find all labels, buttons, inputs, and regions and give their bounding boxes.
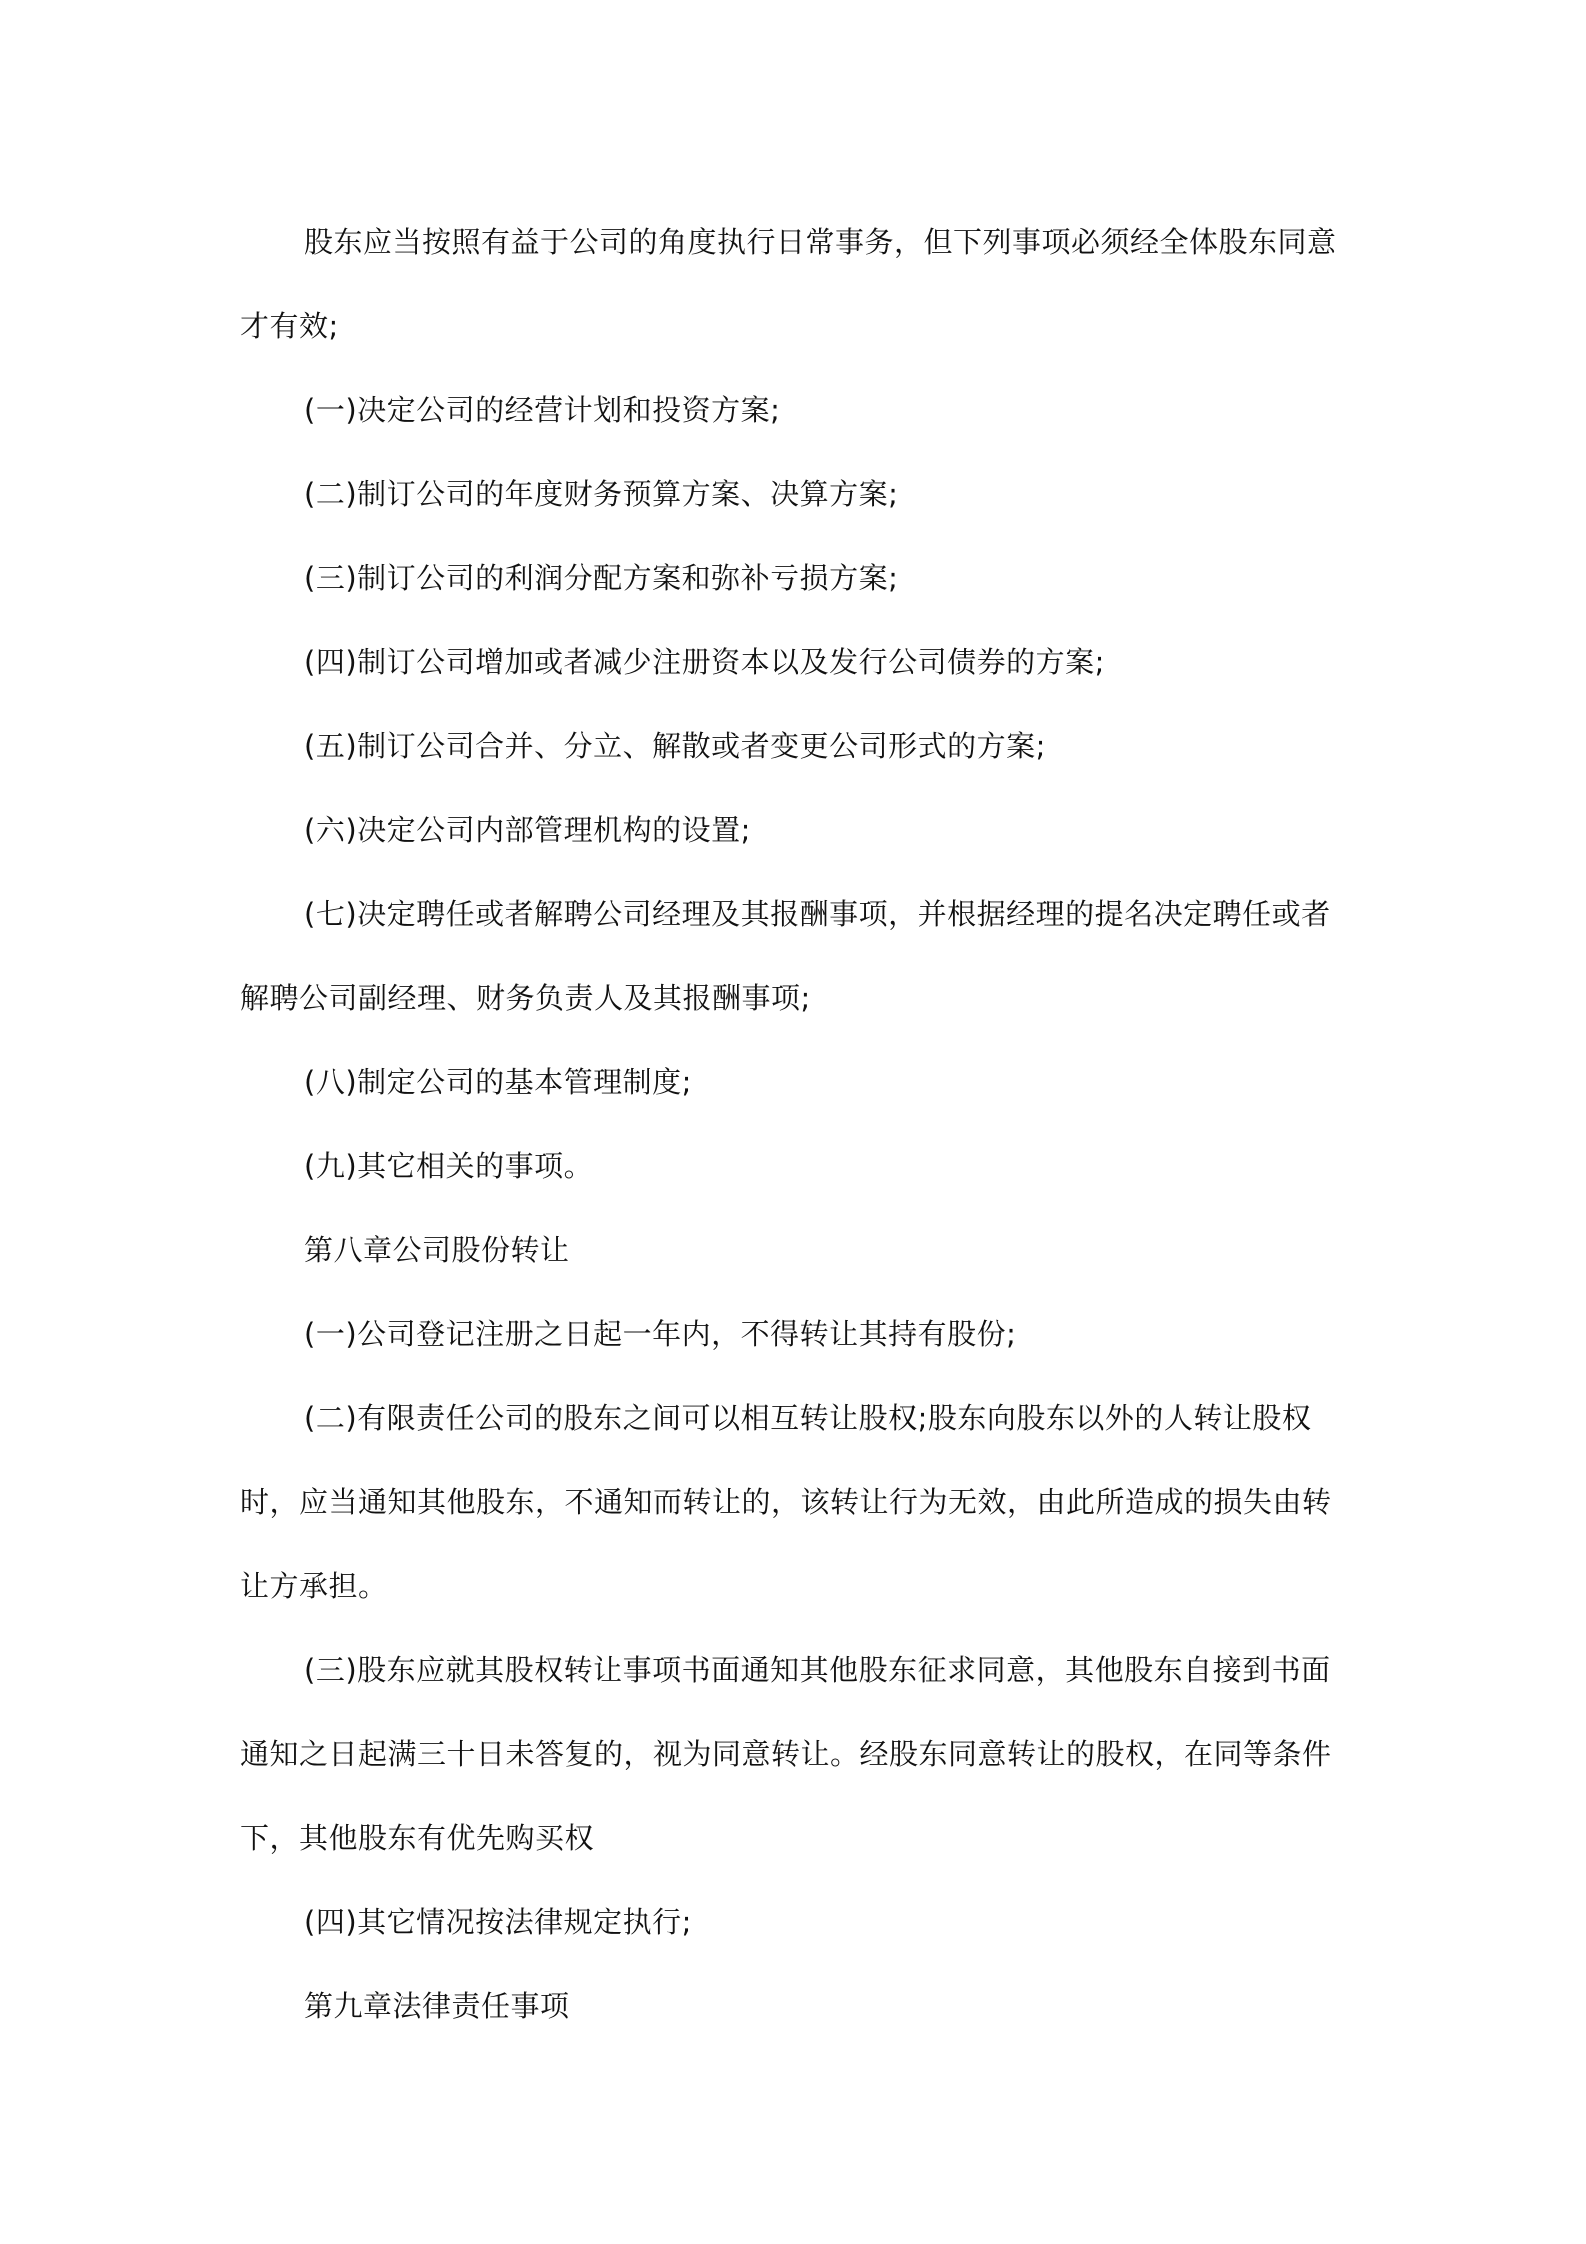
paragraph-item-8: (八)制定公司的基本管理制度;: [304, 1065, 692, 1099]
chapter-heading-8: 第八章公司股份转让: [304, 1233, 570, 1267]
paragraph-item-5: (五)制订公司合并、分立、解散或者变更公司形式的方案;: [304, 729, 1046, 763]
paragraph-transfer-1: (一)公司登记注册之日起一年内，不得转让其持有股份;: [304, 1317, 1017, 1351]
paragraph-item-6: (六)决定公司内部管理机构的设置;: [304, 813, 751, 847]
paragraph-transfer-4: (四)其它情况按法律规定执行;: [304, 1905, 692, 1939]
paragraph-transfer-2: (二)有限责任公司的股东之间可以相互转让股权;股东向股东以外的人转让股权时，应当通知其他股东，不通知而转让的，该转让行为无效，由此所造成的损失由转让方承担。: [240, 1401, 1332, 1603]
paragraph-item-2: (二)制订公司的年度财务预算方案、决算方案;: [304, 477, 899, 511]
document-body: [240, 200, 1350, 2048]
paragraph-item-3: (三)制订公司的利润分配方案和弥补亏损方案;: [304, 561, 899, 595]
paragraph-item-1: (一)决定公司的经营计划和投资方案;: [304, 393, 781, 427]
paragraph-intro: 股东应当按照有益于公司的角度执行日常事务，但下列事项必须经全体股东同意才有效;: [240, 225, 1337, 343]
chapter-heading-9: 第九章法律责任事项: [304, 1989, 570, 2023]
paragraph-item-7: (七)决定聘任或者解聘公司经理及其报酬事项，并根据经理的提名决定聘任或者解聘公司副经理、财务负责人及其报酬事项;: [240, 897, 1331, 1015]
paragraph-transfer-3: (三)股东应就其股权转让事项书面通知其他股东征求同意，其他股东自接到书面通知之日起满三十日未答复的，视为同意转让。经股东同意转让的股权，在同等条件下，其他股东有优先购买权: [240, 1653, 1332, 1855]
paragraph-item-4: (四)制订公司增加或者减少注册资本以及发行公司债券的方案;: [304, 645, 1105, 679]
paragraph-item-9: (九)其它相关的事项。: [304, 1149, 594, 1183]
